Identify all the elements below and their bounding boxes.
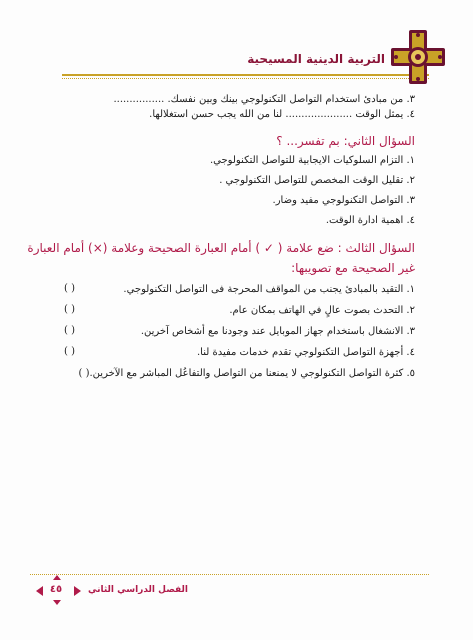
continued-item-4: ٤. يمثل الوقت ..................... لنا من الله يجب حسن استغلالها. [149,109,415,120]
question-3-heading-cont: غير الصحيحة مع تصويبها: [291,261,415,275]
q2-item: ٢. تقليل الوقت المخصص للتواصل التكنولوجي . [219,175,415,186]
q3-item: ٥. كثرة التواصل التكنولوجي لا يمنعنا من التواصل والتفاعُل المباشر مع الآخرين.( ) [78,368,415,379]
answer-blank[interactable]: ( ) [64,346,75,357]
question-2-heading: السؤال الثاني: بم تفسر... ؟ [276,134,415,148]
q2-item: ٣. التواصل التكنولوجي مفيد وضار. [272,195,415,206]
q2-item: ١. التزام السلوكيات الايجابية للتواصل التكنولوجي. [209,155,415,166]
page-number: ٤٥ [49,584,63,595]
answer-blank[interactable]: ( ) [64,283,75,294]
header-divider [62,78,429,79]
q2-item: ٤. اهمية ادارة الوقت. [325,215,415,226]
q3-item: ١. التقيد بالمبادئ يجنب من المواقف المحرجة فى التواصل التكنولوجي. [123,284,415,295]
answer-blank[interactable]: ( ) [64,325,75,336]
q3-item: ٢. التحدث بصوت عالٍ في الهاتف بمكان عام. [229,305,415,316]
continued-item-3: ٣. من مبادئ استخدام التواصل التكنولوجي بينك وبين نفسك. ................ [113,94,415,105]
footer-semester-label: الفصل الدراسي الثاني [88,585,188,595]
page-header-title: التربية الدينية المسيحية [247,52,385,66]
question-3-heading: السؤال الثالث : ضع علامة ( ✓ ) أمام العبارة الصحيحة وعلامة (×) أمام العبارة [27,241,415,255]
answer-blank[interactable]: ( ) [64,304,75,315]
q3-item: ٤. أجهزة التواصل التكنولوجي تقدم خدمات مفيدة لنا. [196,347,415,358]
footer-divider [30,574,429,575]
triangle-down-icon [53,600,61,605]
coptic-cross-icon [389,28,447,86]
q3-item: ٣. الانشغال باستخدام جهاز الموبايل عند وجودنا مع أشخاص آخرين. [140,326,415,337]
